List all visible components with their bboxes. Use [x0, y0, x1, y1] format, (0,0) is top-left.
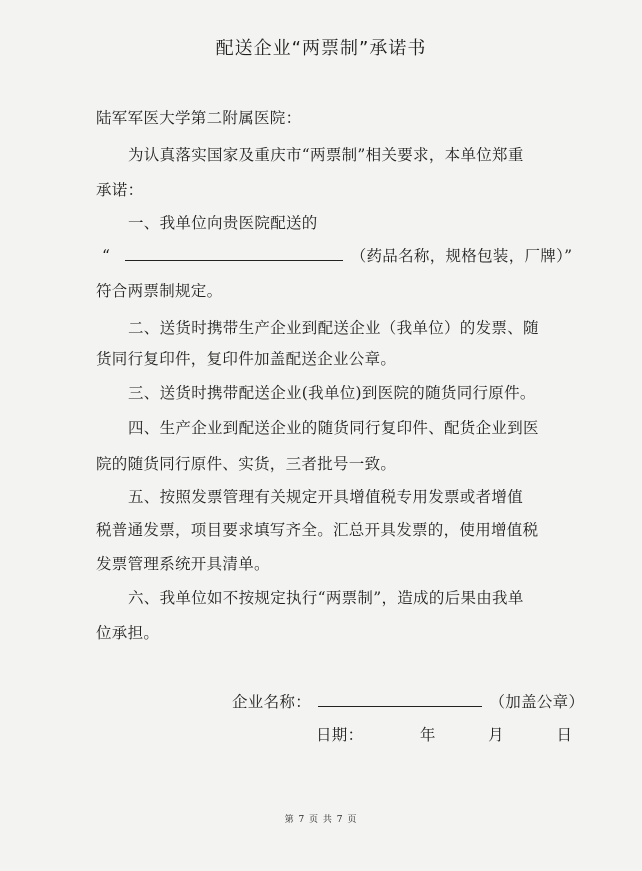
- date-year: 年: [419, 726, 436, 744]
- item5-line-1: 五、按照发票管理有关规定开具增值税专用发票或者增值: [128, 488, 524, 506]
- item1-line-1: 一、我单位向贵医院配送的: [128, 214, 318, 232]
- company-stamp-hint: （加盖公章）: [489, 693, 585, 711]
- date-month: 月: [488, 726, 504, 744]
- document-title: 配送企业“两票制”承诺书: [215, 38, 427, 59]
- page-footer: 第 7 页 共 7 页: [284, 815, 358, 825]
- company-name-blank: [318, 691, 482, 708]
- item5-line-3: 发票管理系统开具清单。: [96, 555, 270, 573]
- item6-line-1: 六、我单位如不按规定执行“两票制”，造成的后果由我单: [128, 589, 524, 607]
- company-label: 企业名称：: [232, 693, 312, 711]
- company-row: [232, 690, 584, 712]
- item4-line-2: 院的随货同行原件、实货，三者批号一致。: [96, 455, 397, 473]
- intro-line-1: 为认真落实国家及重庆市“两票制”相关要求，本单位郑重: [128, 146, 524, 164]
- date-label: 日期：: [316, 726, 364, 744]
- item4-line-1: 四、生产企业到配送企业的随货同行复印件、配货企业到医: [128, 419, 539, 437]
- drug-name-blank: [125, 245, 343, 262]
- intro-line-2: 承诺：: [96, 181, 144, 199]
- item6-line-2: 位承担。: [96, 624, 160, 642]
- addressee: 陆军军医大学第二附属医院：: [96, 109, 302, 127]
- item1-open-quote: “: [102, 247, 111, 265]
- item5-line-2: 税普通发票，项目要求填写齐全。汇总开具发票的，使用增值税: [96, 521, 539, 539]
- item1-line-3: 符合两票制规定。: [96, 282, 223, 300]
- item2-line-1: 二、送货时携带生产企业到配送企业（我单位）的发票、随: [128, 319, 539, 337]
- date-row: [316, 723, 572, 745]
- item1-hint: （药品名称，规格包装，厂牌）”: [350, 247, 573, 265]
- item2-line-2: 货同行复印件，复印件加盖配送企业公章。: [96, 350, 397, 368]
- item1-line-2: [102, 244, 572, 266]
- item3-line-1: 三、送货时携带配送企业(我单位)到医院的随货同行原件。: [128, 384, 536, 402]
- date-day: 日: [556, 726, 573, 744]
